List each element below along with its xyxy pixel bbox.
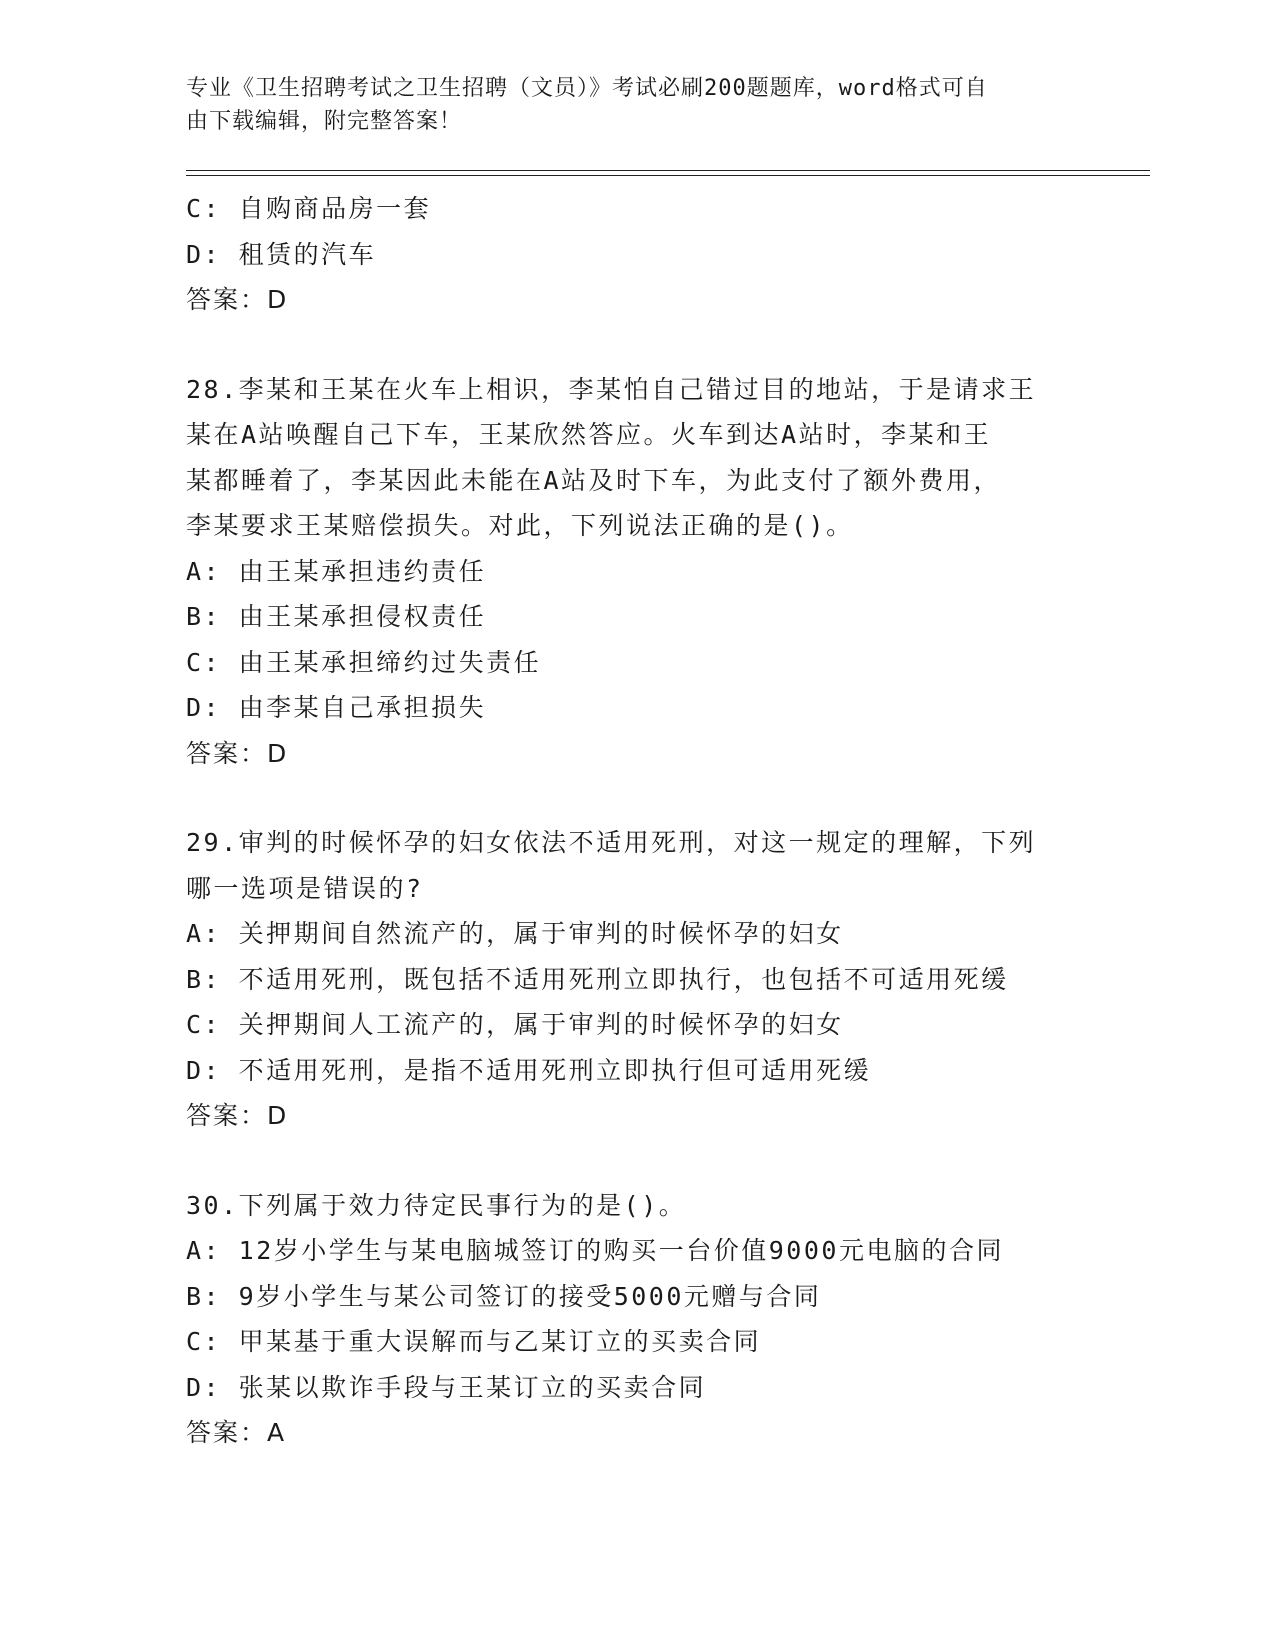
answer-line: 答案：D [186,1101,289,1130]
header-rule-top [186,170,1150,171]
answer-line: 答案：D [186,285,289,314]
option-a: A: 12岁小学生与某电脑城签订的购买一台价值9000元电脑的合同 [186,1236,1004,1265]
question-stem-line: 某都睡着了，李某因此未能在A站及时下车，为此支付了额外费用， [186,465,1002,495]
option-d: D: 张某以欺诈手段与王某订立的买卖合同 [186,1372,707,1402]
question-28 [186,367,1146,777]
option-b: B: 不适用死刑，既包括不适用死刑立即执行，也包括不可适用死缓 [186,964,1009,994]
question-stem-line: 哪一选项是错误的? [186,873,424,903]
option-a: A: 关押期间自然流产的，属于审判的时候怀孕的妇女 [186,919,844,948]
option-b: B: 9岁小学生与某公司签订的接受5000元赠与合同 [186,1281,822,1311]
question-stem-line: 28.李某和王某在火车上相识，李某怕自己错过目的地站，于是请求王 [186,374,1037,404]
option-c: C: 自购商品房一套 [186,194,432,223]
option-d: D: 由李某自己承担损失 [186,693,487,722]
previous-question-tail [186,186,1146,323]
answer-line: 答案：A [186,1418,287,1447]
question-stem-line: 29.审判的时候怀孕的妇女依法不适用死刑，对这一规定的理解，下列 [186,828,1037,857]
document-header [186,72,1066,138]
header-line-1: 专业《卫生招聘考试之卫生招聘（文员）》考试必刷200题题库，word格式可自 [186,76,988,101]
question-stem-line: 30.下列属于效力待定民事行为的是()。 [186,1190,687,1220]
answer-line: 答案：D [186,738,289,768]
option-c: C: 关押期间人工流产的，属于审判的时候怀孕的妇女 [186,1010,844,1039]
header-rule-bottom [186,175,1150,176]
header-line-2: 由下载编辑，附完整答案！ [186,109,463,134]
question-29 [186,820,1146,1139]
option-b: B: 由王某承担侵权责任 [186,602,487,631]
option-c: C: 甲某基于重大误解而与乙某订立的买卖合同 [186,1327,762,1356]
question-stem-line: 某在A站唤醒自己下车，王某欣然答应。火车到达A站时，李某和王 [186,420,992,449]
option-a: A: 由王某承担违约责任 [186,556,487,586]
question-30 [186,1183,1146,1456]
option-d: D: 租赁的汽车 [186,239,377,269]
question-stem-line: 李某要求王某赔偿损失。对此，下列说法正确的是()。 [186,511,854,540]
option-c: C: 由王某承担缔约过失责任 [186,647,542,677]
question-list [186,186,1146,1456]
option-d: D: 不适用死刑，是指不适用死刑立即执行但可适用死缓 [186,1055,872,1085]
